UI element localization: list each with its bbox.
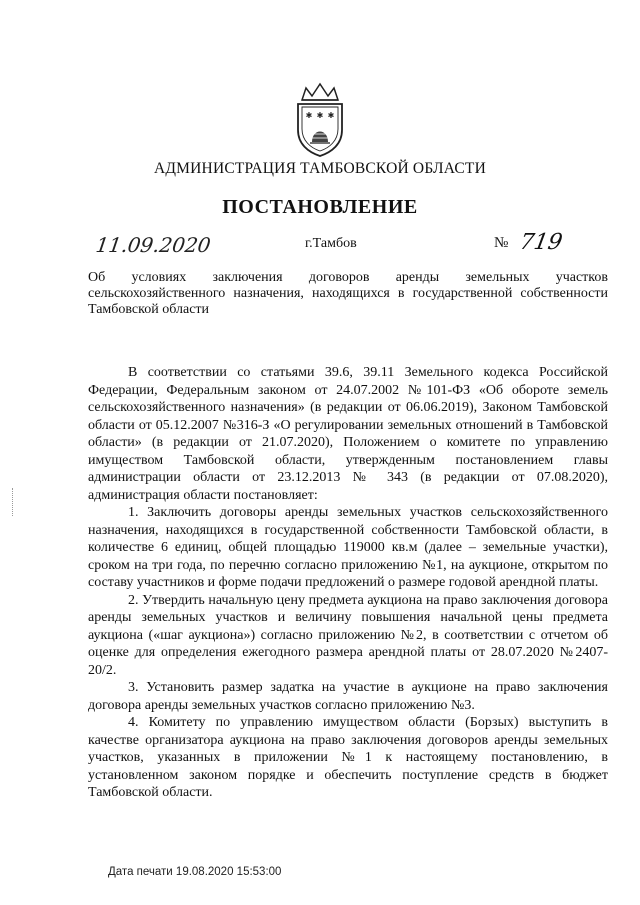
svg-text:✱: ✱ (316, 111, 324, 120)
clause-3-paragraph: 3. Установить размер задатка на участие в аукционе на право заключения договора аренды земельных участков согласно приложению №3. (88, 680, 608, 713)
svg-text:✱: ✱ (327, 111, 335, 120)
city-label: г.Тамбов (305, 236, 357, 251)
document-body (88, 364, 608, 802)
clause-4-paragraph: 4. Комитету по управлению имуществом области (Борзых) выступить в качестве организатора аукциона на право заключения договоров аренды земельных участков, указанных в приложении №1 к настоящему постановлению, в установленном законом порядке и обеспечить поступление средств в бюджет Тамбовской области. (88, 715, 608, 800)
handwritten-date: 11.09.2020 (94, 233, 213, 257)
clause-1-paragraph: 1. Заключить договоры аренды земельных участков сельскохозяйственного назначения, находящихся в государственной собственности Тамбовской области, в количестве 6 единиц, общей площадью 119000 кв.м (далее – земельные участки), сроком на три года, по перечню согласно приложению №1, на аукционе, открытом по составу участников и форме подачи предложений о размере годовой арендной платы. (88, 505, 608, 590)
preamble-paragraph: В соответствии со статьями 39.6, 39.11 Земельного кодекса Российской Федерации, Федеральным законом от 24.07.2002 №101-ФЗ «Об обороте земель сельскохозяйственного назначения» (в редакции от 06.06.2019), Законом Тамбовской области от 05.12.2007 №316-З «О регулировании земельных отношений в Тамбовской области» (в редакции от 21.07.2020), Положением о комитете по управлению имуществом Тамбовской области, утвержденным постановлением главы администрации области от 23.12.2013 № 343 (в редакции от 07.08.2020), администрация области постановляет: (88, 365, 608, 503)
organization-title: АДМИНИСТРАЦИЯ ТАМБОВСКОЙ ОБЛАСТИ (154, 160, 486, 177)
svg-text:✱: ✱ (305, 111, 313, 120)
tambov-coat-of-arms-icon (292, 82, 348, 158)
handwritten-number: 719 (517, 230, 565, 255)
number-label: № (494, 235, 509, 251)
document-subject: Об условиях заключения договоров аренды земельных участков сельскохозяйственного назначения, находящихся в государственной собственности Тамбовской области (88, 270, 608, 317)
print-date-footer: Дата печати 19.08.2020 15:53:00 (108, 866, 282, 878)
clause-2-paragraph: 2. Утвердить начальную цену предмета аукциона на право заключения договора аренды земельных участков и величину повышения начальной цены предмета аукциона («шаг аукциона») согласно приложению №2, в соответствии с отчетом об оценке для определения ежегодного размера арендной платы от 28.07.2020 №2407-20/2. (88, 592, 608, 678)
document-type-title: ПОСТАНОВЛЕНИЕ (222, 196, 418, 218)
scan-margin-mark (12, 488, 15, 516)
